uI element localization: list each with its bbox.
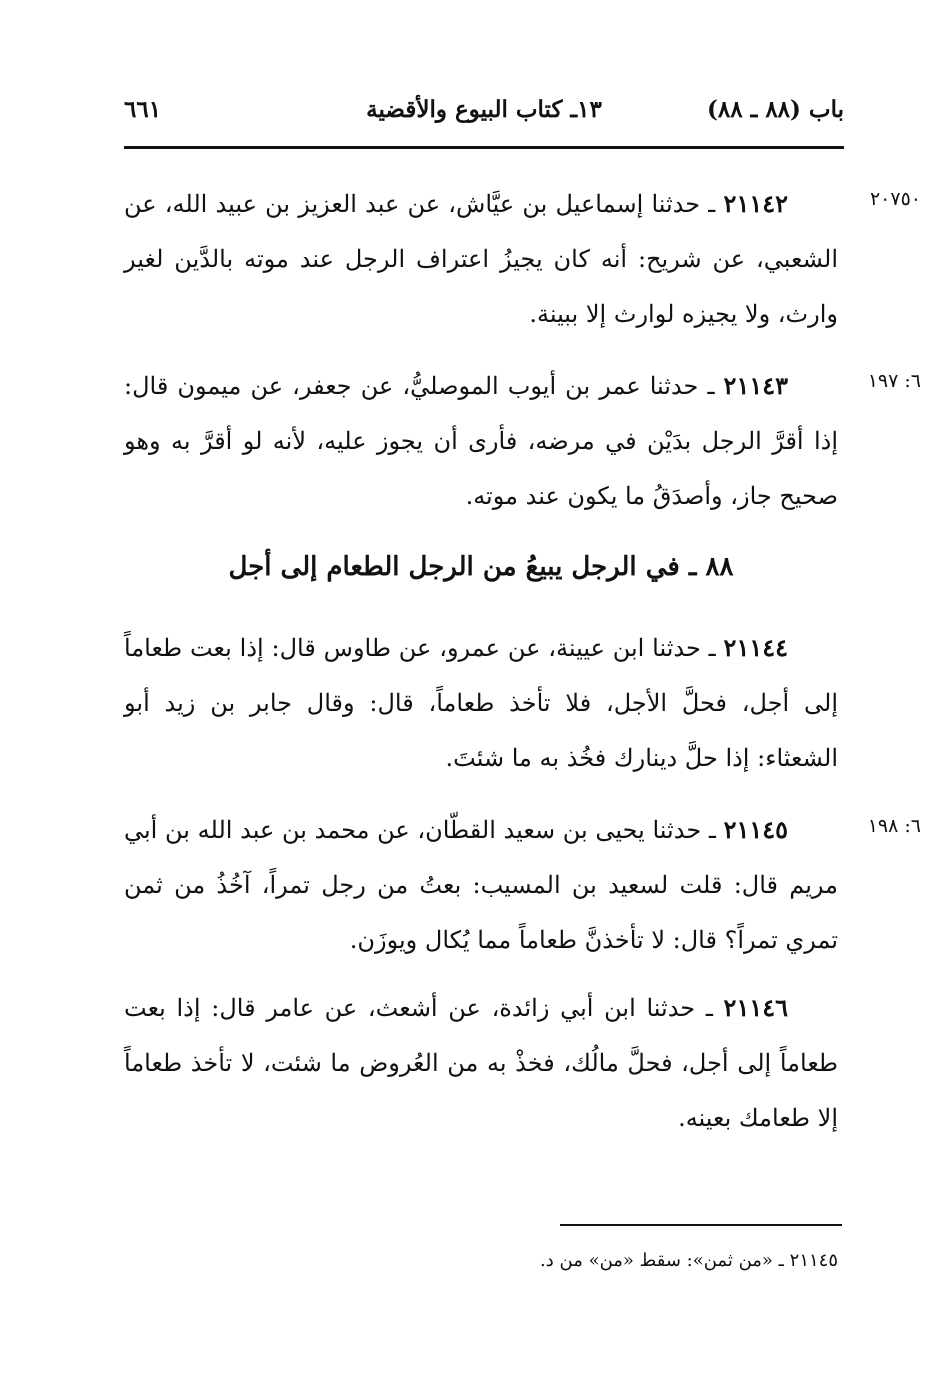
hadith-entry — [124, 358, 838, 524]
entry-text: ـ حدثنا عمر بن أيوب الموصليُّ، عن جعفر، عن ميمون قال: إذا أقرَّ الرجل بدَيْن في مرضه، فأرى أن يجوز عليه، لأنه لو أقرَّ به وهو صحيح جاز، وأصدَقُ ما يكون عند موته. — [124, 372, 838, 510]
footnote: ٢١١٤٥ ـ «من ثمن»: سقط «من» من د. — [540, 1250, 838, 1271]
page-number: ٦٦١ — [124, 96, 162, 123]
entry-text: ـ حدثنا ابن أبي زائدة، عن أشعث، عن عامر قال: إذا بعت طعاماً إلى أجل، فحلَّ مالُك، فخذْ به من العُروض ما شئت، لا تأخذ طعاماً إلا طعامك بعينه. — [124, 994, 838, 1132]
hadith-entry — [124, 176, 838, 342]
entry-number: ٢١١٤٤ — [723, 633, 788, 662]
entry-text: ـ حدثنا إسماعيل بن عيَّاش، عن عبد العزيز بن عبيد الله، عن الشعبي، عن شريح: أنه كان يجيزُ اعتراف الرجل عند موته بالدَّين لغير وارث، ولا يجيزه لوارث إلا ببينة. — [124, 190, 838, 328]
hadith-entry — [124, 802, 838, 968]
chapter-range: باب (٨٨ ـ ٨٨) — [706, 96, 844, 123]
entry-text: ـ حدثنا يحيى بن سعيد القطّان، عن محمد بن عبد الله بن أبي مريم قال: قلت لسعيد بن المسيب: بعتُ من رجل تمراً، آخُذُ من ثمن تمري تمراً؟ قال: لا تأخذنَّ طعاماً مما يُكال ويوزَن. — [124, 816, 838, 954]
running-header — [124, 96, 844, 136]
entry-number: ٢١١٤٣ — [723, 371, 788, 400]
entry-number: ٢١١٤٢ — [723, 189, 788, 218]
section-title: ٨٨ ـ في الرجل يبيعُ من الرجل الطعام إلى أجل — [228, 552, 734, 582]
entry-number: ٢١١٤٦ — [723, 993, 788, 1022]
entry-number: ٢١١٤٥ — [723, 815, 789, 844]
margin-reference: ٦: ١٩٧ — [867, 370, 921, 392]
hadith-entry — [124, 620, 838, 786]
entry-text: ـ حدثنا ابن عيينة، عن عمرو، عن طاوس قال: إذا بعت طعاماً إلى أجل، فحلَّ الأجل، فلا تأخذ طعاماً، قال: وقال جابر بن زيد أبو الشعثاء: إذا حلَّ دينارك فخُذ به ما شئتَ. — [124, 634, 838, 772]
hadith-entry — [124, 980, 838, 1146]
header-rule — [124, 146, 844, 149]
margin-reference: ٢٠٧٥٠ — [869, 188, 921, 210]
book-title: ١٣ـ كتاب البيوع والأقضية — [366, 96, 602, 123]
footnote-rule — [560, 1224, 842, 1226]
margin-reference: ٦: ١٩٨ — [867, 815, 921, 837]
